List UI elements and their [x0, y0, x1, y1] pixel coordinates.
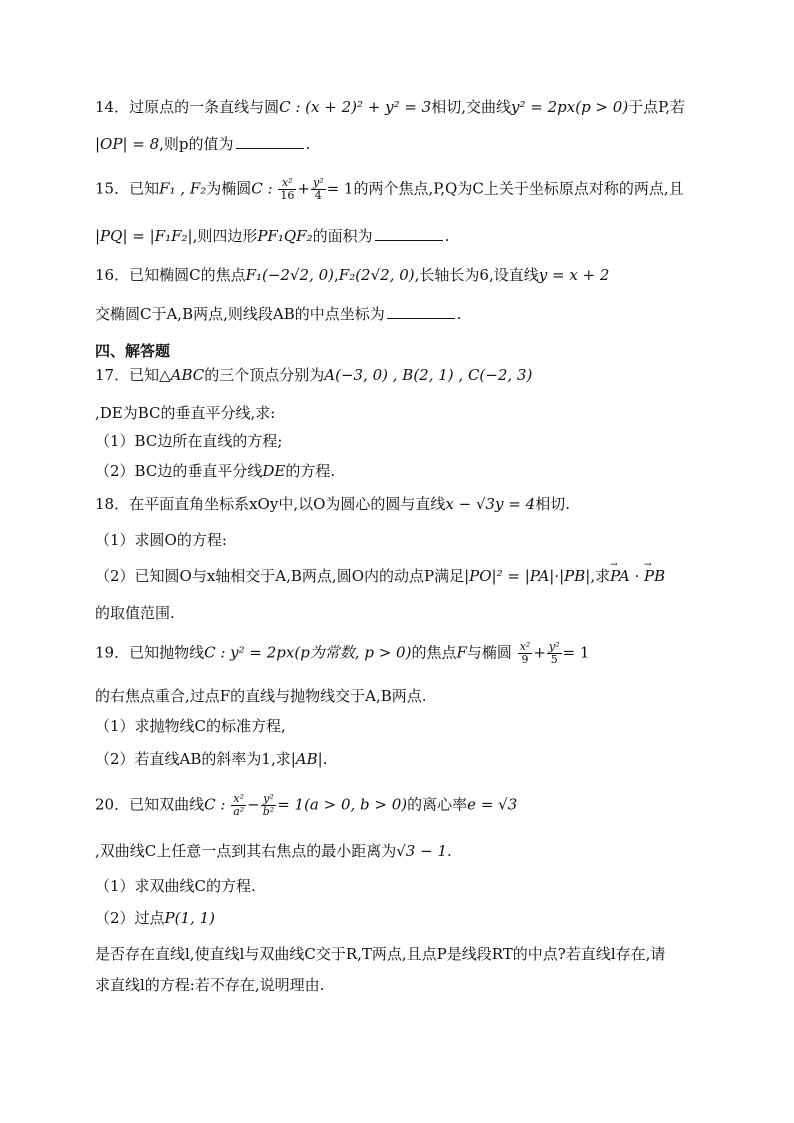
q20-text: ,双曲线C上任意一点到其右焦点的最小距离为: [95, 842, 397, 860]
q15-equals: = 1: [326, 179, 354, 198]
q17-part-1: （1）BC边所在直线的方程;: [95, 432, 283, 450]
q16-text: ,长轴长为6,设直线: [414, 266, 539, 284]
q18-part-2: [95, 565, 734, 587]
q15-text: ,则四边形: [192, 227, 258, 245]
q17-vertices: A(−3, 0) , B(2, 1) , C(−2, 3): [324, 366, 533, 384]
q15-text: 15．已知: [95, 179, 160, 198]
q15-frac-num: x²: [278, 177, 296, 190]
q18-text: 相切.: [535, 495, 570, 513]
q15-frac-den: 4: [314, 189, 322, 202]
q20-eccentricity: e = √3: [467, 795, 518, 814]
q15-text: 的两个焦点,P,Q为C上关于坐标原点对称的两点,且: [353, 179, 684, 198]
q16-line-1: [95, 264, 734, 286]
q19-frac-num: x²: [519, 640, 531, 653]
q17-line-1: [95, 364, 734, 386]
q18-vector-pa: → PA: [610, 565, 630, 587]
q18-line-4: 的取值范围.: [95, 604, 175, 622]
q16-line-2: [95, 303, 734, 325]
q14-text: 于点P,若: [628, 98, 685, 116]
q19-frac-den: 9: [521, 653, 529, 666]
q15-line-2: [95, 225, 734, 247]
q20-line-2: [95, 840, 734, 862]
q20-frac-den: a²: [233, 805, 245, 818]
q18-line-1: [95, 493, 734, 515]
q19-fraction-y: [547, 641, 562, 666]
q15-text: 的面积为: [312, 227, 373, 245]
q17-line-2: ,DE为BC的垂直平分线,求:: [95, 404, 276, 422]
q20-text: （2）过点: [95, 909, 165, 927]
q15-text: 为椭圆: [206, 179, 252, 198]
q20-part-1: （1）求双曲线C的方程.: [95, 877, 256, 895]
q20-minus: −: [247, 795, 260, 814]
q15-frac-num: y²: [312, 176, 324, 189]
q19-line-2: 的右焦点重合,过点F的直线与抛物线交于A,B两点.: [95, 687, 427, 705]
q19-fraction-x: [518, 641, 533, 666]
q15-quadrilateral: PF₁QF₂: [257, 227, 313, 245]
q19-text: （2）若直线AB的斜率为1,求: [95, 750, 291, 768]
q18-text: ,求: [590, 567, 611, 585]
q15-fraction-x: [278, 177, 296, 202]
q16-period: .: [456, 305, 462, 323]
q20-fraction-x: [231, 793, 246, 818]
q18-text: 18．在平面直角坐标系xOy中,以O为圆心的圆与直线: [95, 495, 446, 513]
q14-circle-equation: C : (x + 2)² + y² = 3: [279, 98, 432, 116]
q20-hyperbola-label: C :: [204, 795, 226, 814]
q15-period: .: [444, 227, 450, 245]
q17-part-2: [95, 460, 734, 482]
q20-line-1: [95, 793, 734, 818]
q14-text: ,则p的值为: [159, 135, 234, 153]
q18-vector-pb: → PB: [644, 565, 665, 587]
q20-text: 的离心率: [407, 795, 468, 814]
q20-equation-rhs: = 1(a > 0, b > 0): [277, 795, 408, 814]
q20-fraction-y: [261, 793, 276, 818]
q16-sep: ,: [334, 266, 339, 284]
q19-text: 的焦点: [411, 643, 457, 662]
q15-ellipse-label: C :: [251, 179, 273, 198]
q17-text: 17．已知: [95, 366, 160, 384]
q15-answer-blank[interactable]: [375, 226, 443, 241]
q19-equals: = 1: [562, 643, 590, 662]
q19-frac-den: 5: [550, 653, 558, 666]
q18-line-equation: x − √3y = 4: [445, 495, 536, 513]
q20-point-p: P(1, 1): [164, 909, 215, 927]
q19-parabola: C : y² = 2px(p为常数, p > 0): [204, 643, 412, 662]
q18-dot: ·: [629, 567, 645, 585]
q14-curve-equation: y² = 2px(p > 0): [511, 98, 629, 116]
q14-text: 相切,交曲线: [431, 98, 512, 116]
q19-ab-length: |AB|: [290, 750, 323, 768]
q19-text: 与椭圆: [466, 643, 512, 662]
q14-answer-blank[interactable]: [236, 134, 304, 149]
q18-condition: |PO|² = |PA|·|PB|: [464, 567, 591, 585]
q19-part-1: （1）求抛物线C的标准方程,: [95, 717, 286, 735]
q15-line-1: [95, 177, 734, 202]
q19-period: .: [322, 750, 328, 768]
q18-text: （2）已知圆O与x轴相交于A,B两点,圆O内的动点P满足: [95, 567, 465, 585]
q15-fraction-y: [311, 177, 326, 202]
q20-line-5: 是否存在直线l,使直线l与双曲线C交于R,T两点,且点P是线段RT的中点?若直线l存在,请: [95, 945, 666, 963]
q14-text: 14．过原点的一条直线与圆: [95, 98, 280, 116]
q17-triangle: △ABC: [159, 366, 205, 384]
q15-foci: F₁ , F₂: [159, 179, 207, 198]
q20-min-distance: √3 − 1: [396, 842, 447, 860]
q14-period: .: [305, 135, 311, 153]
q20-part-2: [95, 907, 734, 929]
q14-line-1: [95, 96, 734, 118]
q20-period: .: [447, 842, 452, 860]
q20-frac-den: b²: [262, 805, 275, 818]
q15-plus: +: [297, 179, 310, 198]
q16-text: 16．已知椭圆C的焦点: [95, 266, 246, 284]
q16-line-equation: y = x + 2: [538, 266, 610, 284]
q19-focus: F: [456, 643, 467, 662]
q19-line-1: [95, 641, 734, 666]
q17-text: 的三个顶点分别为: [204, 366, 325, 384]
q20-text: 20．已知双曲线: [95, 795, 205, 814]
q17-text: （2）BC边的垂直平分线: [95, 462, 263, 480]
section-heading: 四、解答题: [95, 342, 171, 360]
q19-part-2: [95, 748, 734, 770]
q16-answer-blank[interactable]: [387, 304, 455, 319]
q19-frac-num: y²: [548, 640, 560, 653]
q17-de: DE: [262, 462, 286, 480]
q16-focus-2: F₂(2√2, 0): [338, 266, 415, 284]
q14-op-condition: |OP| = 8: [95, 135, 160, 153]
q17-text: 的方程.: [285, 462, 336, 480]
q16-focus-1: F₁(−2√2, 0): [245, 266, 334, 284]
q15-pq-condition: |PQ| = |F₁F₂|: [95, 227, 193, 245]
q14-line-2: [95, 133, 734, 155]
q20-frac-num: x²: [231, 793, 246, 806]
q19-plus: +: [533, 643, 546, 662]
q19-text: 19．已知抛物线: [95, 643, 205, 662]
q15-frac-den: 16: [280, 189, 295, 202]
q18-part-1: （1）求圆O的方程:: [95, 531, 227, 549]
q20-line-6: 求直线l的方程:若不存在,说明理由.: [95, 976, 325, 994]
q16-text: 交椭圆C于A,B两点,则线段AB的中点坐标为: [95, 305, 385, 323]
q20-frac-num: y²: [261, 793, 276, 806]
